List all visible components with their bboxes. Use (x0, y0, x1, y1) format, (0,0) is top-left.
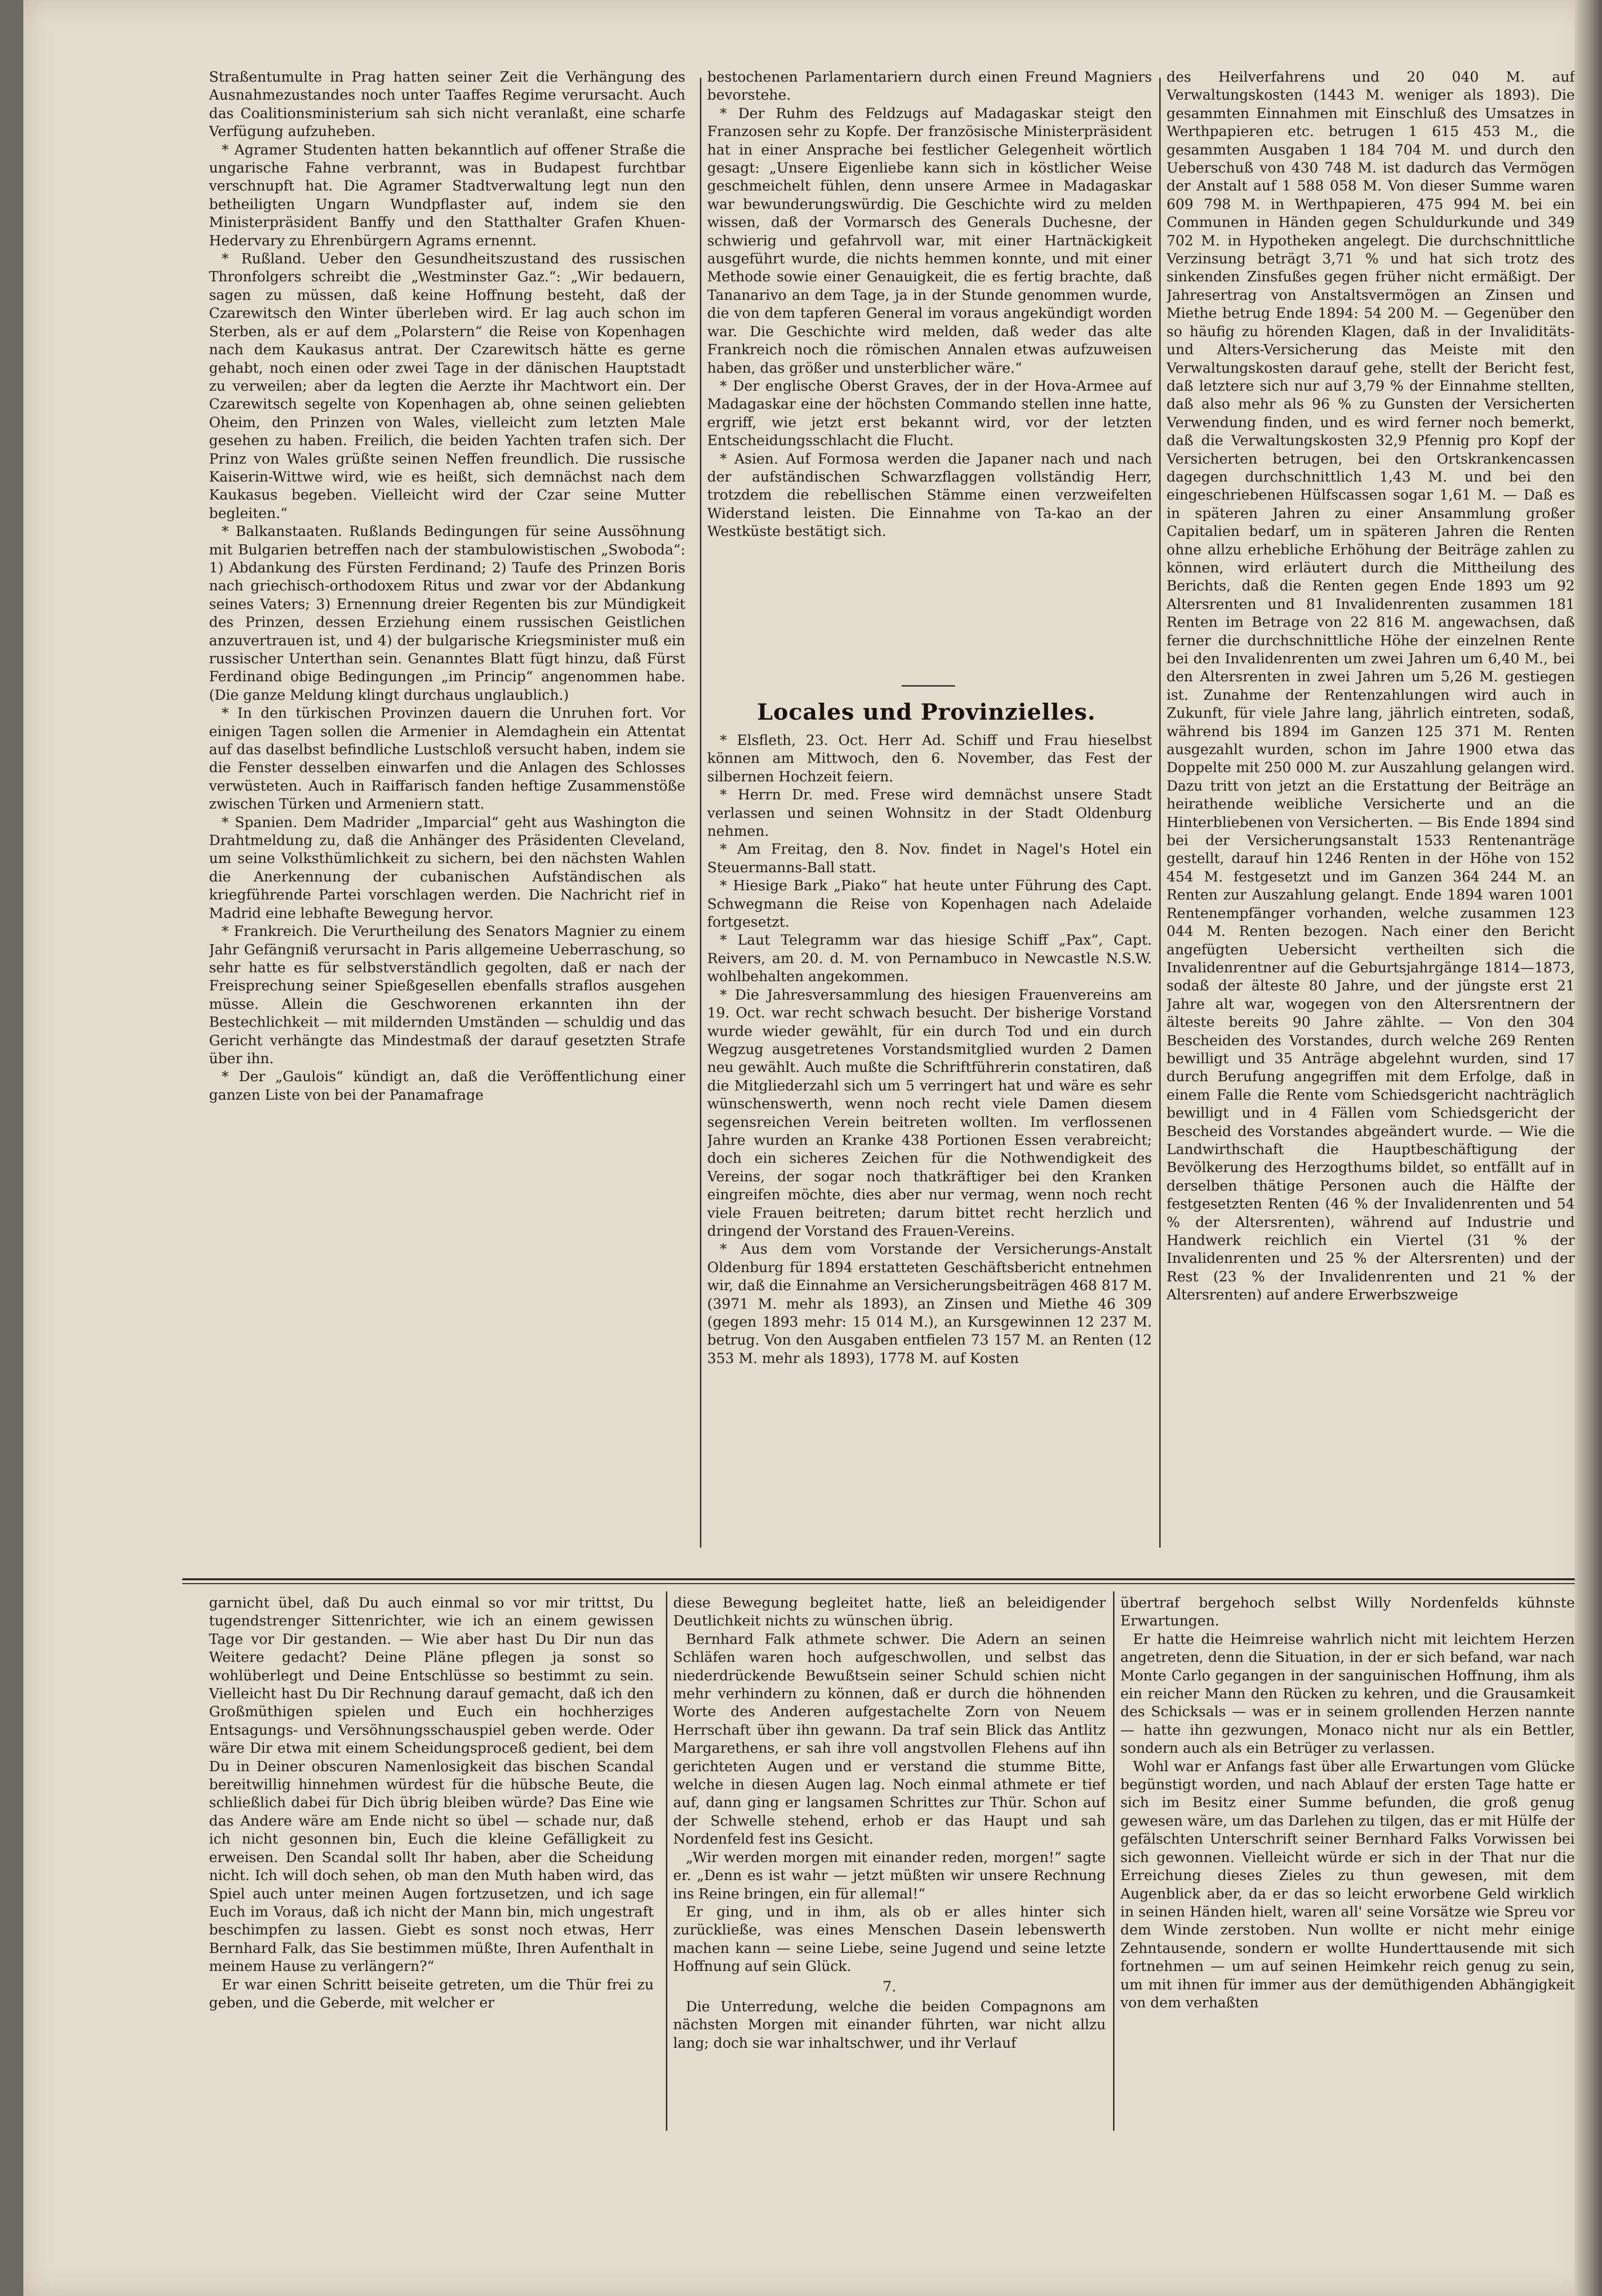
news-paragraph: Straßentumulte in Prag hatten seiner Zeit die Verhängung des Ausnahmezustandes noch unter Taaffes Regime verursacht. Auch das Coalitionsministerium sah sich nicht veranlaßt, eine scharfe Verfügung aufzuheben. (209, 69, 685, 140)
news-paragraph: * Spanien. Dem Madrider „Imparcial“ geht aus Washington die Drahtmeldung zu, daß die Anhänger des Präsidenten Cleveland, um seine Volksthümlichkeit zu sichern, bei den nächsten Wahlen die Anerkennung der cubanischen Aufständischen als kriegführende Partei vorschlagen werden. Die Nachricht rief in Madrid eine lebhafte Bewegung hervor. (209, 813, 685, 921)
section-dash (902, 685, 955, 687)
feuilleton-paragraph: Er war einen Schritt beiseite getreten, um die Thür frei zu geben, und die Geberde, mit welcher er (209, 1976, 654, 2011)
news-paragraph: * Der Ruhm des Feldzugs auf Madagaskar steigt den Franzosen sehr zu Kopfe. Der französische Ministerpräsident hat in einer Ansprache bei festlicher Gelegenheit wörtlich gesagt: „Unsere Eigenliebe kann sich in köstlicher Weise geschmeichelt fühlen, denn unsere Armee in Madagaskar war bewunderungswürdig. Die Geschichte wird zu melden wissen, daß der Vormarsch des Generals Duchesne, der schwierig und gefahrvoll war, mit einer Hartnäckigkeit ausgeführt wurde, die nichts hemmen konnte, und mit einer Methode sowie einer Genauigkeit, die es fertig brachte, daß Tananarivo an dem Tage, ja in der Stunde genommen wurde, die von dem tapferen General im voraus angekündigt worden war. Die Geschichte wird melden, daß weder das alte Frankreich noch die römischen Annalen etwas aufzuweisen haben, das größer und unsterblicher wäre.“ (707, 104, 1152, 376)
feuilleton-paragraph: Er hatte die Heimreise wahrlich nicht mit leichtem Herzen angetreten, denn die Situation, in der er sich befand, war nach Monte Carlo gegangen in der sanguinischen Hoffnung, ihm als ein reicher Mann den Rücken zu kehren, und die Grausamkeit des Schicksals — was er in seinem grollenden Herzen nannte — hatte ihn gezwungen, Monaco nicht nur als ein Bettler, sondern auch als ein Betrüger zu verlassen. (1120, 1630, 1575, 1757)
feuilleton-paragraph: diese Bewegung begleitet hatte, ließ an beleidigender Deutlichkeit nichts zu wünschen übrig. (673, 1594, 1106, 1629)
local-news-paragraph: * Die Jahresversammlung des hiesigen Frauenvereins am 19. Oct. war recht schwach besucht. Der bisherige Vorstand wurde wieder gewählt, für ein durch Tod und ein durch Wegzug ausgetretenes Vorstandsmitglied wurden 2 Damen neu gewählt. Auch mußte die Schriftführerin constatiren, daß die Mitgliederzahl sich um 5 verringert hat und wäre es sehr wünschenswerth, wenn noch recht viele Damen diesem segensreichen Verein beitreten wollten. Im verflossenen Jahre wurden an Kranke 438 Portionen Essen verabreicht; doch ein sicheres Zeichen für die Nothwendigkeit des Vereins, der sogar noch thatkräftiger bei den Kranken eingreifen möchte, dies aber nur vermag, wenn noch recht viele Frauen beitreten; darum bittet recht herzlich und dringend der Vorstand des Frauen-Vereins. (707, 986, 1152, 1239)
feuilleton-paragraph: Er ging, und in ihm, als ob er alles hinter sich zurückließe, was eines Menschen Dasein lebenswerth machen kann — seine Liebe, seine Jugend und seine letzte Hoffnung auf sein Glück. (673, 1903, 1106, 1975)
news-paragraph: * Der englische Oberst Graves, der in der Hova-Armee auf Madagaskar eine der höchsten Commando stellen inne hatte, ergriff, wie jetzt erst bekannt wird, vor der letzten Entscheidungsschlacht die Flucht. (707, 377, 1152, 449)
news-column-3 (1167, 68, 1575, 1579)
feuilleton-column-2 (673, 1594, 1106, 2133)
local-news-paragraph: * Am Freitag, den 8. Nov. findet in Nagel's Hotel ein Steuermanns-Ball statt. (707, 841, 1152, 876)
news-paragraph: * In den türkischen Provinzen dauern die Unruhen fort. Vor einigen Tagen sollen die Armenier in Alemdaghein ein Attentat auf das daselbst befindliche Lustschloß versucht haben, indem sie die Fenster desselben einwarfen und die Anlagen des Schlosses verwüsteten. Auch in Raiffarisch fanden heftige Zusammenstöße zwischen Türken und Armeniern statt. (209, 705, 685, 812)
news-column-2-bottom (707, 731, 1152, 1577)
page-edge (1575, 0, 1602, 2296)
feuilleton-paragraph: Die Unterredung, welche die beiden Compagnons am nächsten Morgen mit einander führten, war nicht allzu lang; doch sie war inhaltschwer, und ihr Verlauf (673, 1998, 1106, 2051)
feuilleton-paragraph: Wohl war er Anfangs fast über alle Erwartungen vom Glücke begünstigt worden, und nach Ablauf der ersten Tage hatte er sich im Besitz einer Summe befunden, die groß genug gewesen wäre, um das Darlehen zu tilgen, das er mit Hülfe der gefälschten Unterschrift seiner Bernhard Falks Vorwissen bei sich gewonnen. Vielleicht würde er sich in der That nur die Erreichung dieses Zieles zu thun gewesen, mit dem Augenblick aber, da er das so leicht erworbene Geld wirklich in seinen Händen hielt, waren all' seine Vorsätze wie Spreu vor dem Winde zerstoben. Nun wollte er nicht mehr einige Zehntausende, sondern er wollte Hunderttausende mit sich fortnehmen — um auf seinen Heimkehr reich genug zu sein, um mit ihnen für immer aus der demüthigenden Abhängigkeit von dem verhaßten (1120, 1758, 1575, 2011)
local-news-paragraph: * Laut Telegramm war das hiesige Schiff „Pax“, Capt. Reivers, am 20. d. M. von Pernambuco in Newcastle N.S.W. wohlbehalten angekommen. (707, 932, 1152, 985)
news-paragraph: des Heilverfahrens und 20 040 M. auf Verwaltungskosten (1443 M. weniger als 1893). Die gesammten Einnahmen mit Einschluß des Umsatzes in Werthpapieren etc. betrugen 1 615 453 M., die gesammten Ausgaben 1 184 704 M. und durch den Ueberschuß von 430 748 M. ist dadurch das Vermögen der Anstalt auf 1 588 058 M. Von dieser Summe waren 609 798 M. in Werthpapieren, 475 994 M. bei ein Communen in Händen gegen Schuldurkunde und 349 702 M. in Hypotheken angelegt. Die durchschnittliche Verzinsung beträgt 3,71 % und hat sich trotz des sinkenden Zinsfußes gegen früher nicht ermäßigt. Der Jahresertrag von Anstaltsvermögen an Zinsen und Miethe betrug Ende 1894: 54 200 M. — Gegenüber den so häufig zu hörenden Klagen, daß in der Invaliditäts- und Alters-Versicherung das Meiste mit den Verwaltungskosten darauf gehe, stellt der Bericht fest, daß letztere sich nur auf 3,79 % der Einnahme stellten, daß also mehr als 96 % zu Gunsten der Versicherten Verwendung finden, und es wird ferner noch bemerkt, daß die Verwaltungskosten 32,9 Pfennig pro Kopf der Versicherten betrugen, bei den Ortskrankencassen dagegen durchschnittlich 1,43 M. und bei den eingeschriebenen Hülfscassen sogar 1,61 M. — Daß es in späteren Jahren zu einer Ansammlung großer Capitalien bedarf, um in späteren Jahren die Renten ohne allzu erhebliche Erhöhung der Beiträge zahlen zu können, wird erläutert durch die Mittheilung des Berichts, daß die Renten gegen Ende 1893 um 92 Altersrenten und 81 Invalidenrenten zusammen 181 Renten im Betrage von 22 816 M. angewachsen, daß ferner die durchschnittliche Höhe der einzelnen Rente bei den Invalidenrenten um zwei Jahren um 6,40 M., bei den Altersrenten in zwei Jahren um 5,26 M. gestiegen ist. Zunahme der Rentenzahlungen wird auch in Zukunft, für viele Jahre lang, jährlich eintreten, sodaß, während bis 1894 im Ganzen 125 371 M. Renten ausgezahlt wurden, schon im Jahre 1900 etwa das Doppelte mit 250 000 M. zur Auszahlung gelangen wird. Dazu tritt von jetzt an die Erstattung der Beiträge an heirathende weibliche Versicherte und an die Hinterbliebenen von Versicherten. — Bis Ende 1894 sind bei der Versicherungsanstalt 1533 Rentenanträge gestellt, darauf hin 1246 Renten in der Höhe von 152 454 M. festgesetzt und im Ganzen 364 244 M. an Renten zur Auszahlung gelangt. Ende 1894 waren 1001 Rentenempfänger vorhanden, welche zusammen 123 044 M. Renten bezogen. Nach einer den Bericht angefügten Uebersicht vertheilten sich die Invalidenrentner auf die Geburtsjahrgänge 1814—1873, sodaß der älteste 80 Jahre, und der jüngste erst 21 Jahre alt war, wogegen von den Altersrentnern der älteste bereits 90 Jahre zählte. — Von den 304 Bescheiden des Vorstandes, durch welche 269 Renten bewilligt und 35 Anträge abgelehnt wurden, sind 17 durch Berufung angegriffen mit dem Erfolge, daß in einem Falle die Rente vom Schiedsgericht nachträglich bewilligt und in 4 Fällen vom Schiedsgericht der Bescheid des Vorstandes abgeändert wurde. — Wie die Landwirthschaft die Hauptbeschäftigung der Bevölkerung des Herzogthums bildet, so entfällt auf in derselben thätige Personen auch die Hälfte der festgesetzten Renten (46 % der Invalidenrenten und 54 % der Altersrenten), während auf Industrie und Handwerk reichlich ein Viertel (31 % der Invalidenrenten und 25 % der Altersrenten) und der Rest (23 % der Invalidenrenten und 21 % der Altersrenten) auf andere Erwerbszweige (1167, 69, 1575, 1303)
news-column-2-top (707, 68, 1152, 675)
column-rule-2 (1159, 78, 1161, 1548)
feuilleton-paragraph: „Wir werden morgen mit einander reden, morgen!“ sagte er. „Denn es ist wahr — jetzt müßten wir unsere Rechnung ins Reine bringen, ein für allemal!“ (673, 1848, 1106, 1902)
news-paragraph: bestochenen Parlamentariern durch einen Freund Magniers bevorstehe. (707, 69, 1152, 104)
feuilleton-column-3 (1120, 1594, 1575, 2133)
feuilleton-paragraph: Bernhard Falk athmete schwer. Die Adern an seinen Schläfen waren hoch aufgeschwollen, und selbst das niederdrückende Bewußtsein seiner Schuld schien nicht mehr verhindern zu können, daß er durch die höhnenden Worte des Anderen aufgestachelte Zorn von Neuem Herrschaft über ihn gewann. Da traf sein Blick das Antlitz Margarethens, er sah ihre voll angstvollen Flehens auf ihn gerichteten Augen und er verstand die stumme Bitte, welche in diesen Augen lag. Noch einmal athmete er tief auf, dann ging er langsamen Schrittes zur Thür. Schon auf der Schwelle stehend, erhob er das Haupt und sah Nordenfeld fest ins Gesicht. (673, 1630, 1106, 1847)
feuilleton-column-1 (209, 1594, 654, 2133)
feuilleton-paragraph: garnicht übel, daß Du auch einmal so vor mir trittst, Du tugendstrenger Sittenrichter, wie ich an einem gewissen Tage vor Dir gestanden. — Wie aber hast Du Dir nun das Weitere gedacht? Deine Pläne pflegen ja sonst so wohlüberlegt und Deine Entschlüsse so bestimmt zu sein. Vielleicht hast Du Dir Rechnung darauf gemacht, daß ich den Großmüthigen spielen und Euch ein hochherziges Entsagungs- und Versöhnungsschauspiel geben werde. Oder wäre Dir etwa mit einem Scheidungsproceß gedient, bei dem Du in Deiner obscuren Namenlosigkeit das bischen Scandal bereitwillig hinnehmen würdest für die hübsche Beute, die schließlich dabei für Dich übrig bleiben würde? Das Eine wie das Andere wäre am Ende nicht so übel — schade nur, daß ich nicht gesonnen bin, Euch die kleine Gefälligkeit zu erweisen. Den Scandal sollt Ihr haben, aber die Scheidung nicht. Ich will doch sehen, ob man den Muth haben wird, das Spiel auch unter meinen Augen fortzusetzen, und ich sage Euch im Voraus, daß ich nicht der Mann bin, mich ungestraft beschimpfen zu lassen. Giebt es sonst noch etwas, Herr Bernhard Falk, das Sie bestimmen müßte, Ihren Aufenthalt in meinem Hause zu verlängern?“ (209, 1594, 654, 1975)
chapter-number: 7. (883, 1978, 896, 1995)
local-news-paragraph: * Herrn Dr. med. Frese wird demnächst unsere Stadt verlassen und seinen Wohnsitz in der Stadt Oldenburg nehmen. (707, 786, 1152, 840)
news-paragraph: * Asien. Auf Formosa werden die Japaner nach und nach der aufständischen Schwarzflaggen vollständig Herr, trotzdem die rebellischen Stämme einen verzweifelten Widerstand leisten. Die Einnahme von Ta-kao an der Westküste bestätigt sich. (707, 450, 1152, 540)
news-paragraph: * Agramer Studenten hatten bekanntlich auf offener Straße die ungarische Fahne verbrannt, was in Budapest furchtbar verschnupft hat. Die Agramer Stadtverwaltung legt nun den betheiligten Ungarn Wundpflaster auf, indem sie den Ministerpräsident Banffy und den Statthalter Grafen Khuen-Hedervary zu Ehrenbürgern Agrams ernennt. (209, 141, 685, 249)
news-paragraph: * Rußland. Ueber den Gesundheitszustand des russischen Thronfolgers schreibt die „Westminster Gaz.“: „Wir bedauern, sagen zu müssen, daß keine Hoffnung besteht, daß der Czarewitsch den Winter überleben wird. Er lag auch schon im Sterben, als er auf dem „Polarstern“ die Reise von Kopenhagen nach dem Kaukasus antrat. Der Czarewitsch hätte es gerne gehabt, noch einen oder zwei Tage in der dänischen Hauptstadt zu verweilen; aber da legten die Aerzte ihr Machtwort ein. Der Czarewitsch segelte von Kopenhagen ab, ohne seinen geliebten Oheim, den Prinzen von Wales, vielleicht zum letzten Male gesehen zu haben. Freilich, die beiden Yachten trafen sich. Der Prinz von Wales grüßte seinen Neffen freundlich. Die russische Kaiserin-Wittwe wird, wie es heißt, sich demnächst nach dem Kaukasus begeben. Vielleicht wird der Czar seine Mutter begleiten.“ (209, 250, 685, 521)
column-rule-1 (700, 78, 701, 1548)
news-paragraph: * Frankreich. Die Verurtheilung des Senators Magnier zu einem Jahr Gefängniß verursacht in Paris allgemeine Ueberraschung, so sehr hatte es für selbstverständlich gegolten, daß er nach der Freisprechung seiner Spießgesellen ebenfalls straflos ausgehen müsse. Allein die Geschworenen erkannten ihn der Bestechlichkeit — mit mildernden Umständen — schuldig und das Gericht verhängte das Mindestmaß der darauf gesetzten Strafe über ihn. (209, 923, 685, 1067)
feuilleton-paragraph: übertraf bergehoch selbst Willy Nordenfelds kühnste Erwartungen. (1120, 1594, 1575, 1629)
news-paragraph: * Balkanstaaten. Rußlands Bedingungen für seine Aussöhnung mit Bulgarien betreffen nach der stambulowistischen „Swoboda“: 1) Abdankung des Fürsten Ferdinand; 2) Taufe des Prinzen Boris nach griechisch-orthodoxem Ritus und zwar vor der Abdankung seines Vaters; 3) Ernennung dreier Regenten bis zur Mündigkeit des Prinzen, dessen Erziehung einem russischen Geistlichen anzuvertrauen ist, und 4) der bulgarische Kriegsminister muß ein russischer Unterthan sein. Genanntes Blatt fügt hinzu, daß Fürst Ferdinand obige Bedingungen „im Princip“ angenommen habe. (Die ganze Meldung klingt durchaus unglaublich.) (209, 523, 685, 703)
local-news-paragraph: * Elsfleth, 23. Oct. Herr Ad. Schiff und Frau hieselbst können am Mittwoch, den 6. November, das Fest der silbernen Hochzeit feiern. (707, 732, 1152, 785)
news-column-1 (209, 68, 685, 1579)
section-heading: Locales und Provinzielles. (757, 699, 1096, 725)
feuilleton-separator-thin (182, 1583, 1575, 1584)
column-rule-4 (1113, 1591, 1114, 2131)
news-paragraph: * Der „Gaulois“ kündigt an, daß die Veröffentlichung einer ganzen Liste von bei der Panamafrage (209, 1068, 685, 1103)
column-rule-3 (666, 1591, 667, 2131)
local-news-paragraph: * Aus dem vom Vorstande der Versicherungs-Anstalt Oldenburg für 1894 erstatteten Geschäftsbericht entnehmen wir, daß die Einnahme an Versicherungsbeiträgen 468 817 M. (3971 M. mehr als 1893), an Zinsen und Miethe 46 309 (gegen 1893 mehr: 15 014 M.), an Kursgewinnen 12 237 M. betrug. Von den Ausgaben entfielen 73 157 M. an Renten (12 353 M. mehr als 1893), 1778 M. auf Kosten (707, 1241, 1152, 1366)
local-news-paragraph: * Hiesige Bark „Piako“ hat heute unter Führung des Capt. Schwegmann die Reise von Kopenhagen nach Adelaide fortgesetzt. (707, 877, 1152, 931)
